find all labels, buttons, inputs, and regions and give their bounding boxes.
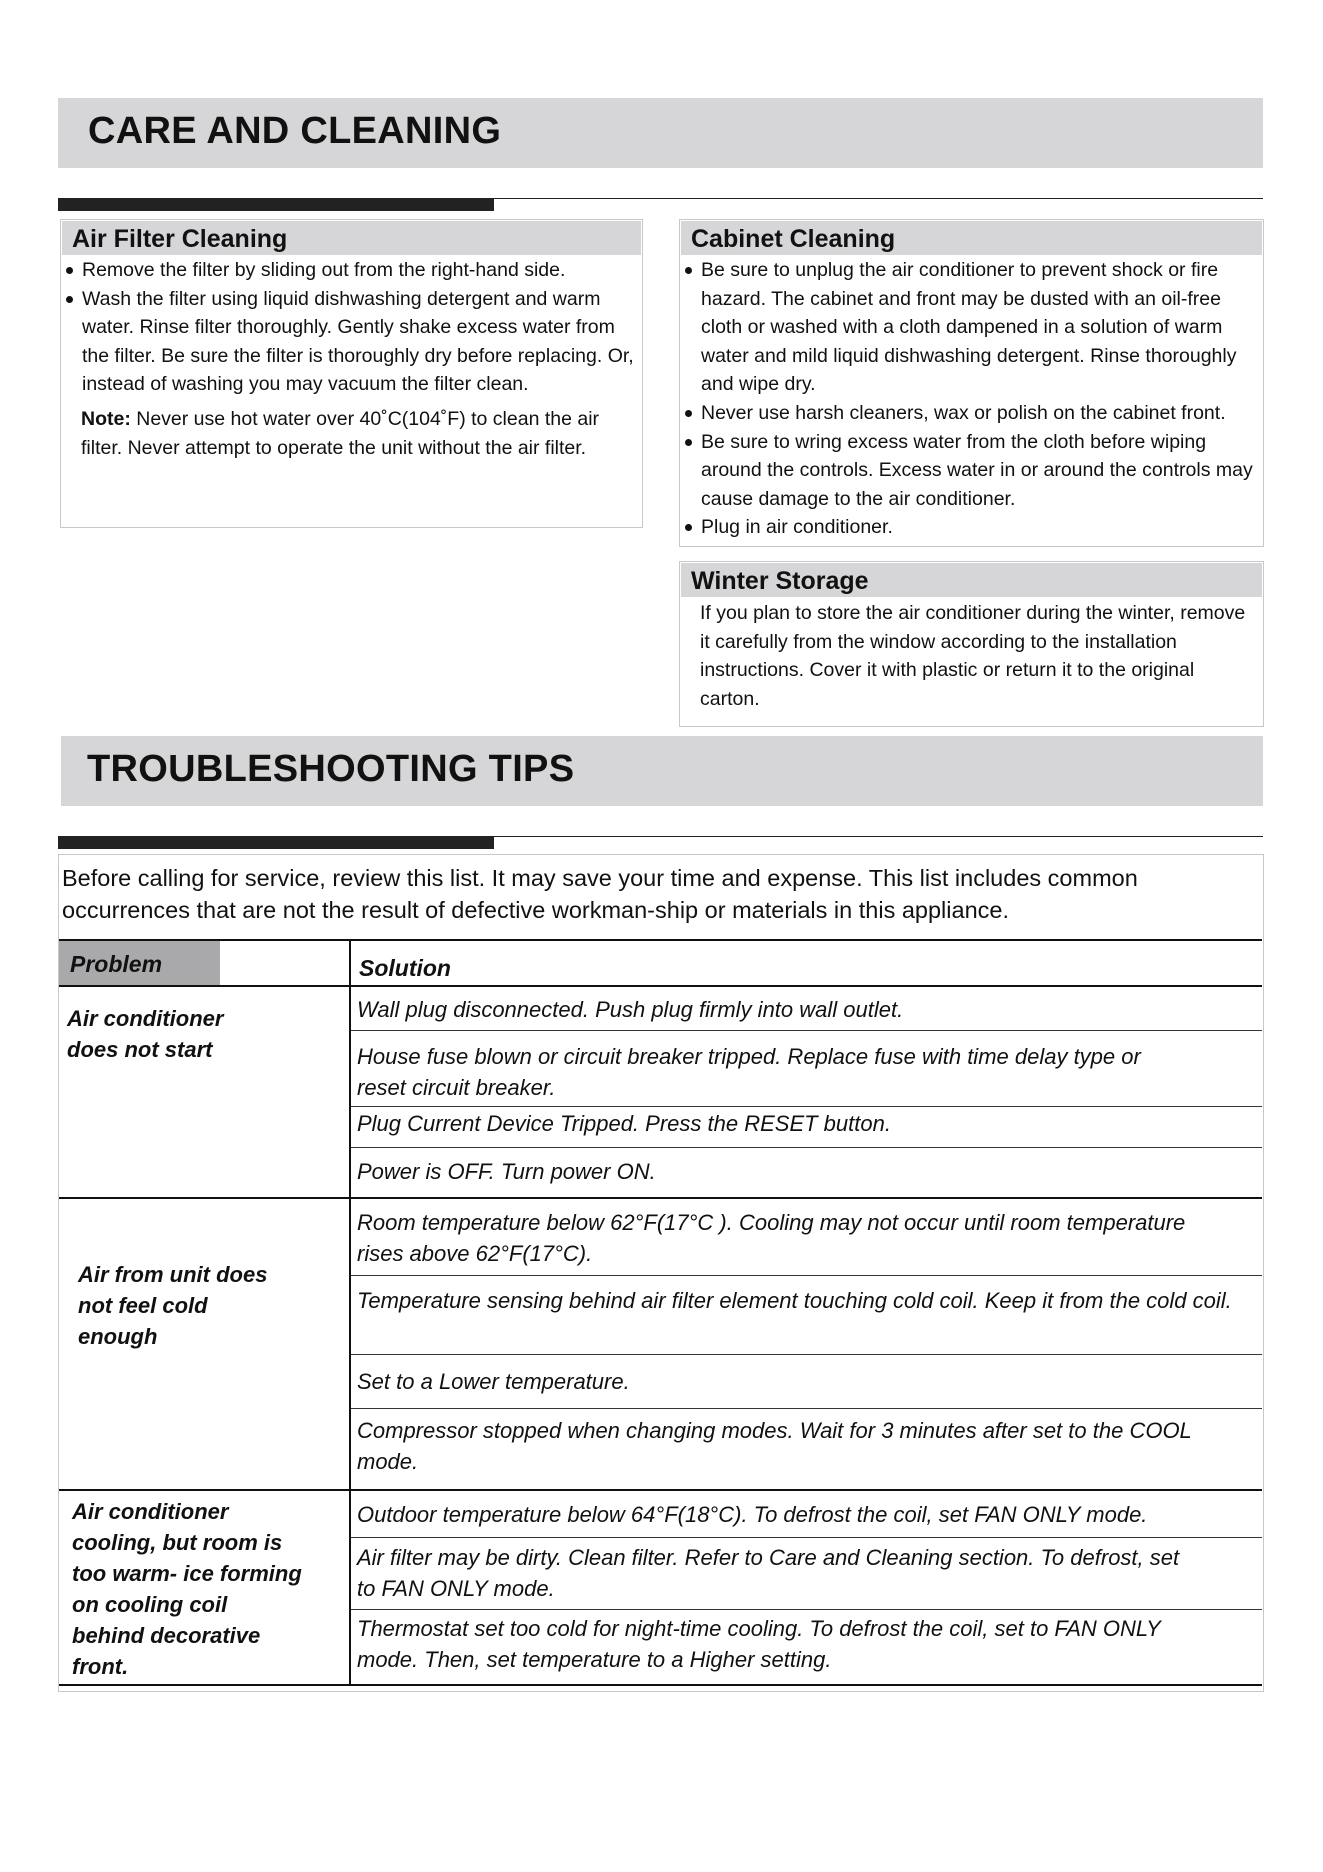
solution-cell: Plug Current Device Tripped. Press the RESET button. xyxy=(357,1111,891,1136)
problem-cell: Air conditioner does not start xyxy=(67,1006,224,1062)
solution-cell: House fuse blown or circuit breaker tripped. Replace fuse with time delay type or reset circuit breaker. xyxy=(357,1044,1141,1100)
problem-cell: Air from unit does not feel cold enough xyxy=(78,1262,268,1349)
air-filter-note xyxy=(61,405,642,462)
troubleshooting-section-title: TROUBLESHOOTING TIPS xyxy=(87,748,575,790)
row-divider xyxy=(351,1408,1262,1409)
row-divider xyxy=(351,1106,1262,1107)
troubleshooting-divider-bar xyxy=(58,836,494,849)
winter-storage-box xyxy=(679,561,1264,727)
care-section-title: CARE AND CLEANING xyxy=(88,110,502,152)
cabinet-cleaning-list xyxy=(680,256,1263,542)
cabinet-cleaning-box xyxy=(679,219,1264,547)
cabinet-cleaning-heading: Cabinet Cleaning xyxy=(681,221,1262,255)
row-divider xyxy=(351,1609,1262,1610)
list-item: Wash the filter using liquid dishwashing detergent and warm water. Rinse filter thoroughly. Gently shake excess water from the filter. Be sure the filter is thoroughly dry before replacing. Or, instead of washing you may vacuum the filter clean. xyxy=(61,285,642,399)
row-divider xyxy=(351,1275,1262,1276)
solution-cell: Air filter may be dirty. Clean filter. Refer to Care and Cleaning section. To defrost, set to FAN ONLY mode. xyxy=(357,1545,1180,1601)
air-filter-list xyxy=(61,256,642,399)
row-divider xyxy=(351,1030,1262,1031)
air-filter-box xyxy=(60,219,643,528)
note-label: Note: xyxy=(81,407,131,430)
solution-cell: Wall plug disconnected. Push plug firmly into wall outlet. xyxy=(357,997,904,1022)
solution-cell: Set to a Lower temperature. xyxy=(357,1369,630,1394)
group-divider xyxy=(59,1197,1262,1199)
group-divider xyxy=(59,1489,1262,1491)
row-divider xyxy=(351,1537,1262,1538)
row-divider xyxy=(351,1147,1262,1148)
list-item: Be sure to unplug the air conditioner to prevent shock or fire hazard. The cabinet and front may be dusted with an oil-free cloth or washed with a cloth dampened in a solution of warm water and mild liquid dishwashing detergent. Rinse thoroughly and wipe dry. xyxy=(680,256,1261,399)
solution-header: Solution xyxy=(359,955,451,981)
air-filter-heading: Air Filter Cleaning xyxy=(62,221,641,255)
column-divider xyxy=(349,941,351,1685)
solution-cell: Outdoor temperature below 64°F(18°C). To defrost the coil, set FAN ONLY mode. xyxy=(357,1502,1148,1527)
problem-header: Problem xyxy=(70,951,163,977)
winter-storage-text: If you plan to store the air conditioner during the winter, remove it carefully from the window according to the installation instructions. Cover it with plastic or return it to the original carton. xyxy=(700,602,1246,710)
problem-cell: Air conditioner cooling, but room is too warm- ice forming on cooling coil behind decorative front. xyxy=(72,1499,302,1679)
troubleshooting-section-header xyxy=(61,736,1263,806)
list-item: Remove the filter by sliding out from the right-hand side. xyxy=(61,256,642,285)
winter-storage-heading: Winter Storage xyxy=(681,563,1262,597)
list-item: Never use harsh cleaners, wax or polish on the cabinet front. xyxy=(680,399,1261,428)
header-bottom-rule xyxy=(59,985,1262,987)
list-item: Be sure to wring excess water from the cloth before wiping around the controls. Excess water in or around the controls may cause damage to the air conditioner. xyxy=(680,428,1261,514)
solution-cell: Compressor stopped when changing modes. Wait for 3 minutes after set to the COOL mode. xyxy=(357,1418,1192,1474)
troubleshooting-intro: Before calling for service, review this list. It may save your time and expense. This list includes common occurrences that are not the result of defective workman-ship or materials in this appliance. xyxy=(62,865,1138,923)
solution-cell: Room temperature below 62°F(17°C ). Cooling may not occur until room temperature rises above 62°F(17°C). xyxy=(357,1210,1186,1266)
care-divider-bar xyxy=(58,198,494,211)
table-bottom-rule xyxy=(59,1684,1262,1686)
care-section-header xyxy=(58,98,1263,168)
row-divider xyxy=(351,1354,1262,1355)
table-top-rule xyxy=(59,939,1262,941)
note-text: Never use hot water over 40˚C(104˚F) to clean the air filter. Never attempt to operate the unit without the air filter. xyxy=(81,407,600,459)
list-item: Plug in air conditioner. xyxy=(680,513,1261,542)
solution-cell: Power is OFF. Turn power ON. xyxy=(357,1159,656,1184)
solution-cell: Thermostat set too cold for night-time cooling. To defrost the coil, set to FAN ONLY mode. Then, set temperature to a Higher setting. xyxy=(357,1616,1161,1672)
solution-cell: Temperature sensing behind air filter element touching cold coil. Keep it from the cold coil. xyxy=(357,1288,1232,1313)
